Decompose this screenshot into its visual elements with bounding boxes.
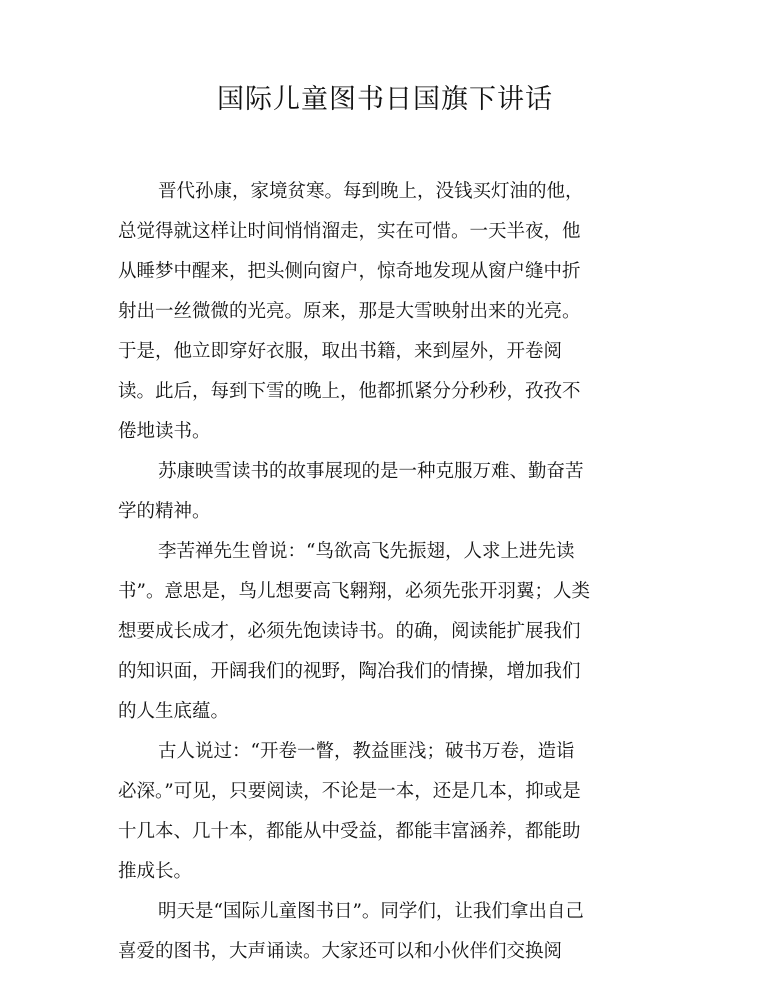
text-line: 书”。意思是，鸟儿想要高飞翱翔，必须先张开羽翼；人类 bbox=[118, 581, 590, 602]
text-line: 李苦禅先生曾说：“鸟欲高飞先振翅，人求上进先读 bbox=[158, 541, 575, 562]
text-line: 总觉得就这样让时间悄悄溜走，实在可惜。一天半夜，他 bbox=[118, 221, 581, 242]
paragraph-3 bbox=[118, 532, 658, 732]
text-line: 的知识面，开阔我们的视野，陶冶我们的情操，增加我们 bbox=[118, 661, 581, 682]
text-line: 想要成长成才，必须先饱读诗书。的确，阅读能扩展我们 bbox=[118, 621, 581, 642]
text-line: 于是，他立即穿好衣服，取出书籍，来到屋外，开卷阅 bbox=[118, 341, 563, 362]
text-line: 从睡梦中醒来，把头侧向窗户，惊奇地发现从窗户缝中折 bbox=[118, 261, 581, 282]
text-line: 喜爱的图书，大声诵读。大家还可以和小伙伴们交换阅 bbox=[118, 941, 563, 962]
paragraph-2 bbox=[118, 452, 658, 532]
text-line: 明天是“国际儿童图书日”。同学们，让我们拿出自己 bbox=[158, 901, 584, 922]
text-line: 古人说过：“开卷一瞥，教益匪浅；破书万卷，造诣 bbox=[158, 741, 575, 762]
text-line: 的人生底蕴。 bbox=[118, 701, 230, 722]
paragraph-1 bbox=[118, 172, 658, 452]
text-line: 射出一丝微微的光亮。原来，那是大雪映射出来的光亮。 bbox=[118, 301, 581, 322]
paragraph-4 bbox=[118, 732, 658, 892]
document-body bbox=[118, 172, 658, 972]
text-line: 十几本、几十本，都能从中受益，都能丰富涵养，都能助 bbox=[118, 821, 581, 842]
text-line: 推成长。 bbox=[118, 861, 193, 882]
paragraph-5 bbox=[118, 892, 658, 972]
text-line: 倦地读书。 bbox=[118, 421, 211, 442]
text-line: 苏康映雪读书的故事展现的是一种克服万难、勤奋苦 bbox=[158, 461, 584, 482]
document-title: 国际儿童图书日国旗下讲话 bbox=[217, 84, 553, 115]
text-line: 学的精神。 bbox=[118, 501, 211, 522]
text-line: 必深。”可见，只要阅读，不论是一本，还是几本，抑或是 bbox=[118, 781, 581, 802]
text-line: 读。此后，每到下雪的晚上，他都抓紧分分秒秒，孜孜不 bbox=[118, 381, 581, 402]
text-line: 晋代孙康，家境贫寒。每到晚上，没钱买灯油的他， bbox=[158, 181, 584, 202]
